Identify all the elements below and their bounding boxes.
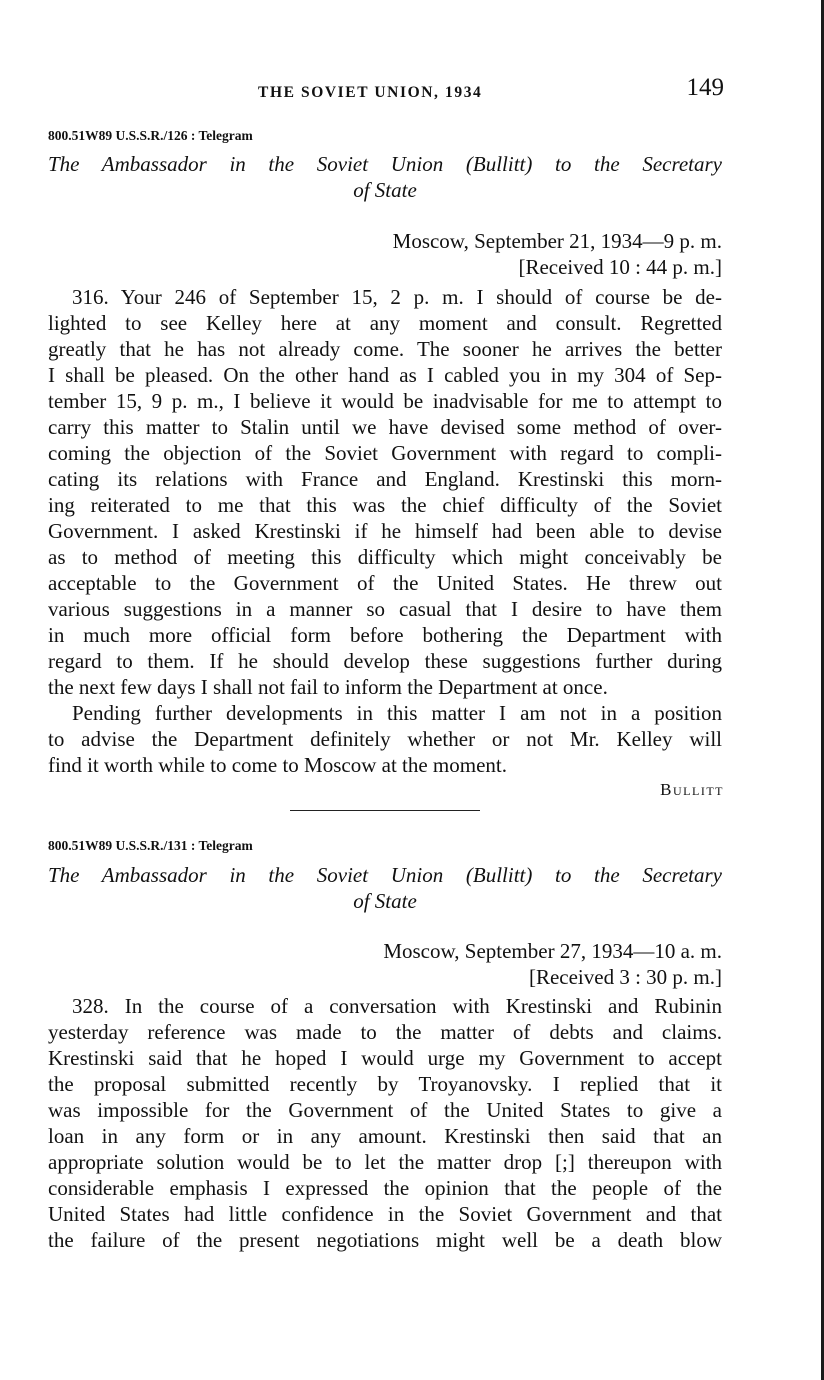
text-line: lighted to see Kelley here at any moment and consult. Regretted xyxy=(48,311,722,335)
page-number: 149 xyxy=(686,74,724,101)
text-line: yesterday reference was made to the matter of debts and claims. xyxy=(48,1020,722,1044)
text-line: appropriate solution would be to let the matter drop [;] thereupon with xyxy=(48,1150,722,1174)
text-line: tember 15, 9 p. m., I believe it would be inadvisable for me to attempt to xyxy=(48,389,722,413)
title-line: The Ambassador in the Soviet Union (Bullitt) to the Secretary xyxy=(48,863,722,887)
text-line: as to method of meeting this difficulty which might conceivably be xyxy=(48,545,722,569)
text-line: loan in any form or in any amount. Krestinski then said that an xyxy=(48,1124,722,1148)
text-line: considerable emphasis I expressed the opinion that the people of the xyxy=(48,1176,722,1200)
title-line: The Ambassador in the Soviet Union (Bullitt) to the Secretary xyxy=(48,152,722,176)
text-line: in much more official form before bothering the Department with xyxy=(48,623,722,647)
text-line: United States had little confidence in the Soviet Government and that xyxy=(48,1202,722,1226)
text-line: cating its relations with France and England. Krestinski this morn- xyxy=(48,467,722,491)
text-line: greatly that he has not already come. The sooner he arrives the better xyxy=(48,337,722,361)
telegram-body-328 xyxy=(48,993,722,1253)
text-line: 328. In the course of a conversation with Krestinski and Rubinin xyxy=(72,994,722,1018)
text-line: coming the objection of the Soviet Government with regard to compli- xyxy=(48,441,722,465)
received-time: [Received 3 : 30 p. m.] xyxy=(528,965,722,989)
signature-bullitt: Bullitt xyxy=(660,780,724,799)
document-title-2 xyxy=(48,862,722,914)
text-line: the proposal submitted recently by Troyanovsky. I replied that it xyxy=(48,1072,722,1096)
dateline-2 xyxy=(383,938,722,990)
telegram-body-316 xyxy=(48,284,722,778)
text-line: ing reiterated to me that this was the chief difficulty of the Soviet xyxy=(48,493,722,517)
file-reference-131: 800.51W89 U.S.S.R./131 : Telegram xyxy=(48,838,253,853)
text-line: various suggestions in a manner so casual that I desire to have them xyxy=(48,597,722,621)
text-line: Krestinski said that he hoped I would urge my Government to accept xyxy=(48,1046,722,1070)
text-line: the next few days I shall not fail to inform the Department at once. xyxy=(48,675,608,699)
text-line: was impossible for the Government of the United States to give a xyxy=(48,1098,722,1122)
text-line: find it worth while to come to Moscow at the moment. xyxy=(48,753,508,777)
text-line: to advise the Department definitely whether or not Mr. Kelley will xyxy=(48,727,722,751)
text-line: acceptable to the Government of the United States. He threw out xyxy=(48,571,722,595)
text-line: I shall be pleased. On the other hand as I cabled you in my 304 of Sep- xyxy=(48,363,722,387)
running-head: THE SOVIET UNION, 1934 xyxy=(258,84,483,101)
received-time: [Received 10 : 44 p. m.] xyxy=(518,255,722,279)
text-line: the failure of the present negotiations might well be a death blow xyxy=(48,1228,722,1252)
section-divider xyxy=(290,810,480,811)
text-line: regard to them. If he should develop these suggestions further during xyxy=(48,649,722,673)
title-line: of State xyxy=(353,889,417,913)
text-line: Pending further developments in this matter I am not in a position xyxy=(72,701,722,725)
file-reference-126: 800.51W89 U.S.S.R./126 : Telegram xyxy=(48,128,253,143)
date: Moscow, September 27, 1934—10 a. m. xyxy=(383,939,722,963)
text-line: Government. I asked Krestinski if he himself had been able to devise xyxy=(48,519,722,543)
dateline-1 xyxy=(393,228,722,280)
document-title-1 xyxy=(48,151,722,203)
date: Moscow, September 21, 1934—9 p. m. xyxy=(392,229,722,253)
title-line: of State xyxy=(353,178,417,202)
text-line: 316. Your 246 of September 15, 2 p. m. I should of course be de- xyxy=(72,285,722,309)
text-line: carry this matter to Stalin until we have devised some method of over- xyxy=(48,415,722,439)
